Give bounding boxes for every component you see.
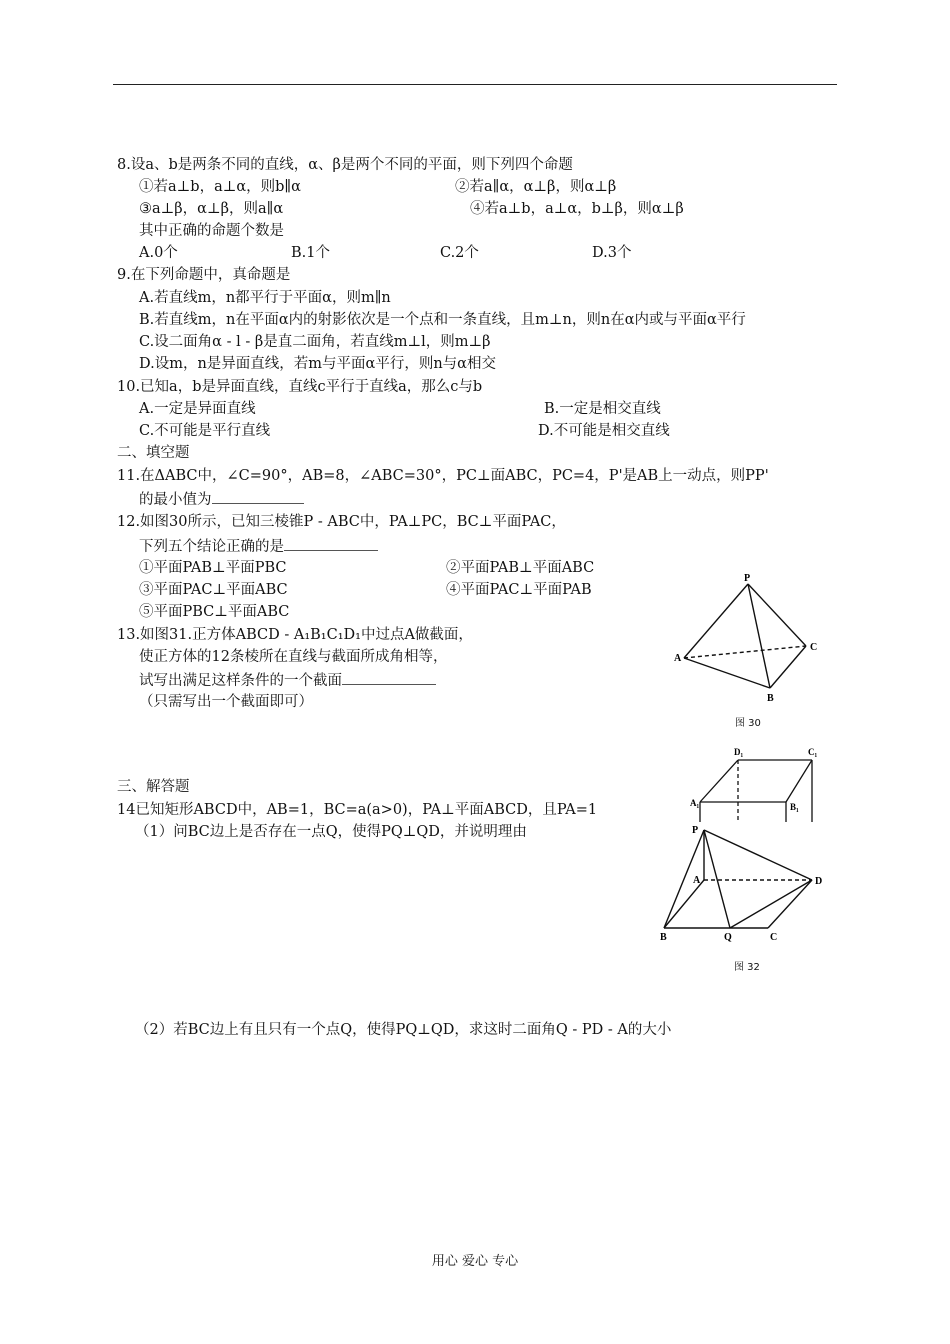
fig31-label-c1: C₁ — [808, 747, 818, 757]
q8-proposition-1: ①若a⊥b，a⊥α，则b∥α — [139, 179, 301, 195]
q8-stem: 8.设a、b是两条不同的直线，α、β是两个不同的平面，则下列四个命题 — [117, 157, 573, 173]
q12-conclusion-3: ③平面PAC⊥平面ABC — [139, 582, 288, 598]
section-fill-in-heading: 二、填空题 — [117, 445, 190, 461]
q12-line-1: 12.如图30所示，已知三棱锥P - ABC中，PA⊥PC，BC⊥平面PAC， — [117, 514, 566, 530]
fig31-label-b1: B₁ — [790, 802, 799, 812]
q12-answer-blank[interactable] — [284, 536, 378, 551]
figure-31 — [690, 740, 822, 822]
figure-32-drawing — [650, 820, 835, 972]
page-footer: 用心 爱心 专心 — [431, 1254, 519, 1269]
fig32-label-b: B — [660, 932, 667, 943]
fig30-label-b: B — [767, 693, 774, 704]
q8-option-a: A.0个 — [139, 245, 178, 261]
figure-32 — [650, 820, 835, 972]
fig32-label-a: A — [693, 875, 701, 886]
q8-option-b: B.1个 — [291, 245, 330, 261]
q12-line-2 — [139, 536, 378, 556]
q14-part-1: （1）问BC边上是否存在一点Q，使得PQ⊥QD，并说明理由 — [135, 824, 527, 840]
q8-option-c: C.2个 — [440, 245, 479, 261]
q12-text: 下列五个结论正确的是 — [139, 539, 284, 555]
section-solve-heading: 三、解答题 — [117, 779, 190, 795]
fig30-label-c: C — [810, 642, 818, 653]
q10-option-a: A.一定是异面直线 — [139, 401, 256, 417]
fig32-label-q: Q — [724, 932, 732, 943]
q9-option-a: A.若直线m，n都平行于平面α，则m∥n — [139, 290, 391, 306]
q9-option-b: B.若直线m，n在平面α内的射影依次是一个点和一条直线，且m⊥n，则n在α内或与平面α平行 — [139, 312, 746, 328]
fig32-label-d: D — [815, 876, 823, 887]
q11-line-2 — [139, 489, 304, 509]
q10-option-c: C.不可能是平行直线 — [139, 423, 271, 439]
fig31-label-a1: A₁ — [690, 798, 700, 808]
fig32-label-p: P — [692, 825, 699, 836]
q8-proposition-2: ②若a∥α，α⊥β，则α⊥β — [455, 179, 617, 195]
header-rule — [113, 84, 837, 85]
figure-30-caption: 图 30 — [735, 718, 761, 729]
q13-line-3 — [139, 670, 436, 690]
q11-answer-blank[interactable] — [212, 489, 304, 504]
figure-32-caption: 图 32 — [734, 962, 760, 972]
q12-conclusion-5: ⑤平面PBC⊥平面ABC — [139, 604, 290, 620]
q11-text: 的最小值为 — [139, 492, 212, 508]
q9-option-c: C.设二面角α - l - β是直二面角，若直线m⊥l，则m⊥β — [139, 334, 491, 350]
q13-text: 试写出满足这样条件的一个截面 — [139, 673, 342, 689]
fig30-label-p: P — [744, 573, 751, 584]
fig32-label-c: C — [770, 932, 778, 943]
figure-30-drawing — [668, 568, 828, 730]
q12-conclusion-1: ①平面PAB⊥平面PBC — [139, 560, 287, 576]
q8-proposition-4: ④若a⊥b，a⊥α，b⊥β，则α⊥β — [470, 201, 684, 217]
q10-option-b: B.一定是相交直线 — [544, 401, 661, 417]
q13-answer-blank[interactable] — [342, 670, 436, 685]
figure-30 — [668, 568, 828, 730]
q14-part-2: （2）若BC边上有且只有一个点Q，使得PQ⊥QD，求这时二面角Q - PD - A的大小 — [135, 1022, 672, 1038]
q8-proposition-3: ③a⊥β，α⊥β，则a∥α — [139, 201, 284, 217]
q13-line-4: （只需写出一个截面即可） — [139, 694, 313, 710]
q12-conclusion-2: ②平面PAB⊥平面ABC — [446, 560, 595, 576]
q10-stem: 10.已知a，b是异面直线，直线c平行于直线a，那么c与b — [117, 379, 483, 395]
q9-stem: 9.在下列命题中，真命题是 — [117, 267, 291, 283]
q13-line-2: 使正方体的12条棱所在直线与截面所成角相等， — [139, 649, 448, 665]
q10-option-d: D.不可能是相交直线 — [538, 423, 670, 439]
fig31-label-d1: D₁ — [734, 747, 744, 757]
q8-ask: 其中正确的命题个数是 — [139, 223, 284, 239]
q11-line-1: 11.在ΔABC中，∠C=90°，AB=8，∠ABC=30°，PC⊥面ABC，PC=4，P'是AB上一动点，则PP' — [117, 468, 769, 484]
fig30-label-a: A — [674, 653, 682, 664]
q13-line-1: 13.如图31.正方体ABCD - A₁B₁C₁D₁中过点A做截面， — [117, 627, 473, 643]
q8-option-d: D.3个 — [592, 245, 632, 261]
q14-line-1: 14已知矩形ABCD中，AB=1，BC=a(a>0)，PA⊥平面ABCD，且PA=1 — [117, 802, 598, 818]
q12-conclusion-4: ④平面PAC⊥平面PAB — [446, 582, 592, 598]
q9-option-d: D.设m，n是异面直线，若m与平面α平行，则n与α相交 — [139, 356, 496, 372]
figure-31-drawing — [690, 740, 822, 822]
